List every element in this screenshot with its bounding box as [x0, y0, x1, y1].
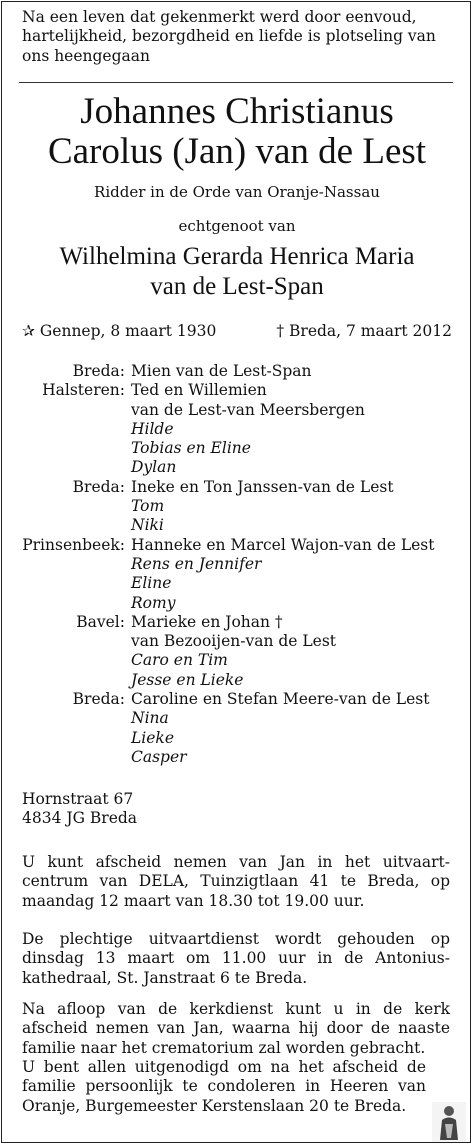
- family-row: [0, 574, 474, 593]
- memorial-logo-icon: [432, 1102, 466, 1142]
- viewing-paragraph: U kunt afscheid nemen van Jan in het uitvaart-centrum van DELA, Tuinzigtlaan 41 te Breda, op maandag 12 maart van 18.30 tot 19.00 uur.: [22, 853, 450, 910]
- family-place: Prinsenbeek:: [22, 535, 125, 554]
- intro-line: hartelijkheid, bezorgdheid en liefde is plotseling van: [22, 27, 436, 46]
- grandchild-name: Jesse en Lieke: [131, 670, 244, 689]
- deceased-name-line-1: Johannes Christianus: [80, 91, 394, 132]
- address-line: Hornstraat 67: [22, 790, 134, 808]
- service-paragraph: De plechtige uitvaartdienst wordt gehouden op dinsdag 13 maart om 11.00 uur in de Antonius-kathedraal, St. Janstraat 6 te Breda.: [22, 930, 450, 987]
- intro-line: ons heengegaan: [22, 46, 150, 65]
- grandchild-name: Niki: [131, 516, 164, 535]
- death-date: † Breda, 7 maart 2012: [276, 322, 452, 340]
- grandchild-name: Eline: [131, 574, 172, 593]
- intro-text: [22, 8, 450, 66]
- grandchild-name: Lieke: [131, 728, 174, 747]
- family-row: [0, 401, 474, 420]
- grandchild-name: Tobias en Eline: [131, 439, 251, 458]
- grandchild-name: Rens en Jennifer: [131, 554, 262, 573]
- relative-name: van Bezooijen-van de Lest: [131, 632, 337, 651]
- family-row: [0, 594, 474, 613]
- family-row: [0, 632, 474, 651]
- relative-name: Hanneke en Marcel Wajon-van de Lest: [131, 535, 435, 554]
- spouse-name-line-1: Wilhelmina Gerarda Henrica Maria: [59, 243, 415, 270]
- family-place: Breda:: [72, 362, 125, 380]
- farewell-paragraph: Na afloop van de kerkdienst kunt u in de kerk afscheid nemen van Jan, waarna hij door de naaste familie naar het crematorium zal worden gebracht.: [22, 1000, 450, 1057]
- relative-name: Ted en Willemien: [131, 381, 267, 400]
- family-row: [0, 439, 474, 458]
- relative-name: Marieke en Johan †: [131, 612, 283, 631]
- condolence-paragraph: U bent allen uitgenodigd om na het afscheid de familie persoonlijk te condoleren in Heeren van Oranje, Burgemeester Kerstenslaan 20 te Breda.: [22, 1058, 426, 1115]
- relative-name: Ineke en Ton Janssen-van de Lest: [131, 477, 394, 496]
- family-place: Breda:: [72, 477, 125, 496]
- family-row: [0, 497, 474, 516]
- family-row: [0, 536, 474, 555]
- family-row: [0, 729, 474, 748]
- grandchild-name: Dylan: [131, 458, 177, 477]
- family-place: Bavel:: [76, 612, 125, 631]
- grandchild-name: Caro en Tim: [131, 651, 228, 670]
- family-row: [0, 516, 474, 535]
- family-row: [0, 690, 474, 709]
- relative-name: van de Lest-van Meersbergen: [131, 400, 365, 419]
- family-row: [0, 458, 474, 477]
- family-row: [0, 420, 474, 439]
- family-row: [0, 748, 474, 767]
- family-row: [0, 613, 474, 632]
- spouse-intro: echtgenoot van: [178, 217, 296, 235]
- grandchild-name: Tom: [131, 497, 165, 516]
- family-list: [0, 362, 474, 767]
- grandchild-name: Casper: [131, 747, 187, 766]
- address: [22, 790, 137, 829]
- family-row: [0, 651, 474, 670]
- family-place: Halsteren:: [42, 381, 125, 400]
- family-row: [0, 671, 474, 690]
- family-place: Breda:: [72, 690, 125, 709]
- family-row: [0, 709, 474, 728]
- family-row: [0, 478, 474, 497]
- relative-name: Mien van de Lest-Span: [131, 362, 312, 380]
- grandchild-name: Nina: [131, 709, 169, 728]
- honor-text: Ridder in de Orde van Oranje-Nassau: [94, 183, 380, 201]
- grandchild-name: Hilde: [131, 419, 174, 438]
- birth-date: ✰ Gennep, 8 maart 1930: [22, 322, 217, 340]
- address-line: 4834 JG Breda: [22, 809, 138, 828]
- spouse-name-line-2: van de Lest-Span: [150, 273, 324, 300]
- family-row: [0, 381, 474, 400]
- grandchild-name: Romy: [131, 593, 176, 612]
- top-divider: [19, 82, 453, 83]
- relative-name: Caroline en Stefan Meere-van de Lest: [131, 690, 430, 709]
- family-row: [0, 555, 474, 574]
- intro-line: Na een leven dat gekenmerkt werd door eenvoud,: [22, 8, 417, 26]
- deceased-name-line-2: Carolus (Jan) van de Lest: [47, 131, 427, 172]
- family-row: [0, 362, 474, 381]
